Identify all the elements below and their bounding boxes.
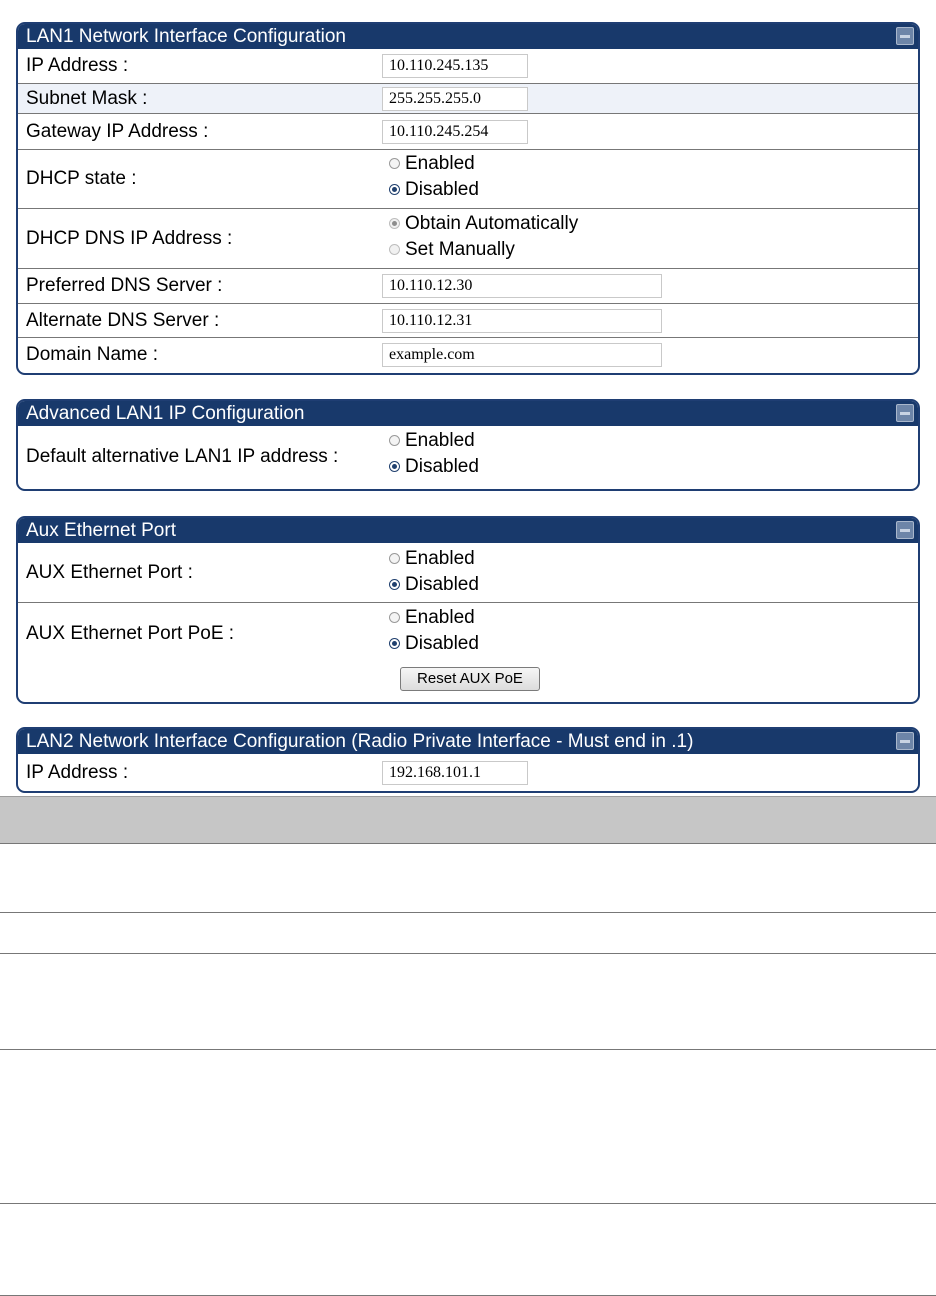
dhcp-dns-row bbox=[18, 209, 918, 269]
aux-port-disabled-label: Disabled bbox=[405, 574, 479, 595]
lan2-panel bbox=[16, 727, 920, 793]
aux-poe-label: AUX Ethernet Port PoE : bbox=[26, 623, 235, 644]
dns-manual-label: Set Manually bbox=[405, 239, 515, 260]
collapse-icon[interactable] bbox=[896, 404, 914, 422]
aux-port-enabled-radio[interactable] bbox=[389, 548, 475, 570]
gateway-input[interactable]: 10.110.245.254 bbox=[382, 120, 528, 144]
domain-name-input[interactable]: example.com bbox=[382, 343, 662, 367]
radio-selected-icon bbox=[389, 461, 400, 472]
radio-selected-icon bbox=[389, 579, 400, 590]
dns-manual-radio[interactable] bbox=[389, 239, 515, 261]
doc-table bbox=[0, 796, 936, 1296]
alternate-dns-row bbox=[18, 304, 918, 338]
alternate-dns-input[interactable]: 10.110.12.31 bbox=[382, 309, 662, 333]
aux-ethernet-panel-header bbox=[18, 518, 918, 543]
alt-ip-disabled-radio[interactable] bbox=[389, 456, 479, 478]
collapse-icon[interactable] bbox=[896, 732, 914, 750]
alternate-dns-label: Alternate DNS Server : bbox=[26, 309, 220, 331]
aux-port-row bbox=[18, 543, 918, 603]
advanced-lan1-panel-header bbox=[18, 401, 918, 426]
dhcp-dns-label: DHCP DNS IP Address : bbox=[26, 227, 233, 249]
aux-port-disabled-radio[interactable] bbox=[389, 574, 479, 596]
aux-ethernet-panel-title: Aux Ethernet Port bbox=[26, 520, 176, 541]
gateway-label: Gateway IP Address : bbox=[26, 120, 209, 142]
gateway-row bbox=[18, 114, 918, 150]
radio-selected-icon bbox=[389, 184, 400, 195]
doc-table-row bbox=[0, 954, 936, 1050]
collapse-icon[interactable] bbox=[896, 27, 914, 45]
radio-selected-icon bbox=[389, 638, 400, 649]
dhcp-disabled-radio[interactable] bbox=[389, 179, 479, 201]
preferred-dns-row bbox=[18, 269, 918, 304]
aux-ethernet-panel bbox=[16, 516, 920, 704]
radio-unselected-icon bbox=[389, 435, 400, 446]
alt-lan1-ip-row bbox=[18, 426, 918, 487]
doc-table-row bbox=[0, 844, 936, 913]
lan2-panel-title: LAN2 Network Interface Configuration (Radio Private Interface - Must end in .1) bbox=[26, 731, 694, 752]
radio-unselected-icon bbox=[389, 612, 400, 623]
lan1-ip-label: IP Address : bbox=[26, 55, 129, 76]
aux-poe-enabled-radio[interactable] bbox=[389, 607, 475, 629]
radio-selected-icon bbox=[389, 218, 400, 229]
radio-unselected-icon bbox=[389, 244, 400, 255]
advanced-lan1-panel bbox=[16, 399, 920, 491]
dhcp-enabled-radio[interactable] bbox=[389, 153, 475, 175]
alt-lan1-ip-label: Default alternative LAN1 IP address : bbox=[26, 445, 339, 467]
lan1-ip-row bbox=[18, 49, 918, 84]
dns-auto-label: Obtain Automatically bbox=[405, 213, 579, 234]
lan2-ip-label: IP Address : bbox=[26, 761, 129, 783]
lan1-panel-header bbox=[18, 24, 918, 49]
aux-poe-row bbox=[18, 603, 918, 702]
aux-poe-enabled-label: Enabled bbox=[405, 607, 475, 628]
advanced-lan1-panel-title: Advanced LAN1 IP Configuration bbox=[26, 403, 305, 424]
dhcp-enabled-label: Enabled bbox=[405, 153, 475, 174]
alt-ip-enabled-radio[interactable] bbox=[389, 430, 475, 452]
aux-port-enabled-label: Enabled bbox=[405, 548, 475, 569]
doc-table-header bbox=[0, 796, 936, 844]
aux-poe-disabled-radio[interactable] bbox=[389, 633, 479, 655]
collapse-icon[interactable] bbox=[896, 521, 914, 539]
doc-table-row bbox=[0, 1204, 936, 1296]
alt-ip-enabled-label: Enabled bbox=[405, 430, 475, 451]
dhcp-state-label: DHCP state : bbox=[26, 168, 137, 189]
lan1-panel-title: LAN1 Network Interface Configuration bbox=[26, 26, 346, 47]
preferred-dns-input[interactable]: 10.110.12.30 bbox=[382, 274, 662, 298]
subnet-mask-input[interactable]: 255.255.255.0 bbox=[382, 87, 528, 111]
radio-unselected-icon bbox=[389, 158, 400, 169]
subnet-mask-label: Subnet Mask : bbox=[26, 87, 148, 109]
lan2-ip-input[interactable]: 192.168.101.1 bbox=[382, 761, 528, 785]
domain-name-row bbox=[18, 338, 918, 372]
dhcp-state-row bbox=[18, 150, 918, 209]
lan2-ip-row bbox=[18, 754, 918, 791]
domain-name-label: Domain Name : bbox=[26, 344, 158, 365]
doc-table-row bbox=[0, 1050, 936, 1204]
doc-table-row bbox=[0, 913, 936, 954]
subnet-mask-row bbox=[18, 84, 918, 114]
dhcp-disabled-label: Disabled bbox=[405, 179, 479, 200]
preferred-dns-label: Preferred DNS Server : bbox=[26, 275, 223, 296]
aux-poe-disabled-label: Disabled bbox=[405, 633, 479, 654]
dns-auto-radio[interactable] bbox=[389, 213, 578, 235]
lan2-panel-header bbox=[18, 729, 918, 754]
lan1-ip-input[interactable]: 10.110.245.135 bbox=[382, 54, 528, 78]
aux-port-label: AUX Ethernet Port : bbox=[26, 561, 193, 583]
reset-aux-poe-button[interactable]: Reset AUX PoE bbox=[400, 667, 540, 691]
alt-ip-disabled-label: Disabled bbox=[405, 456, 479, 477]
lan1-panel bbox=[16, 22, 920, 375]
radio-unselected-icon bbox=[389, 553, 400, 564]
